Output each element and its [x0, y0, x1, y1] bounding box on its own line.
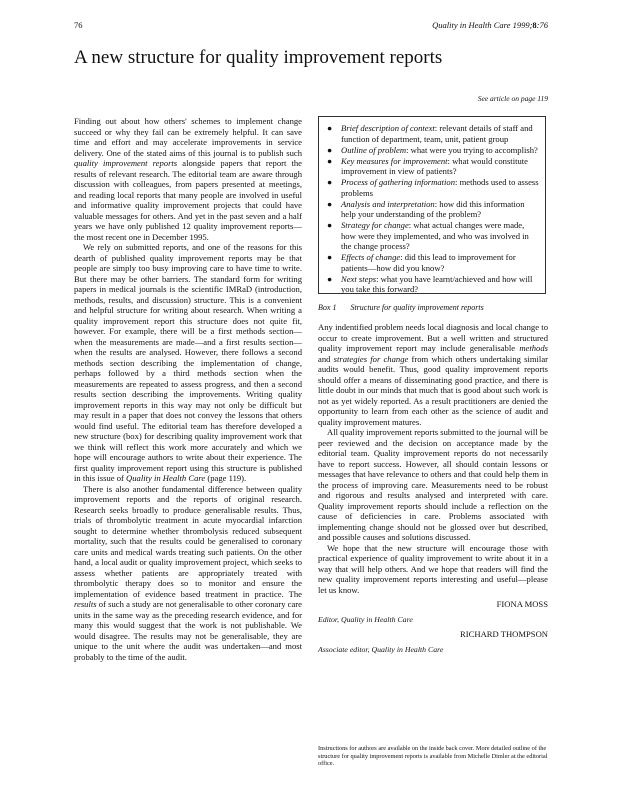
box-caption-label: Box 1	[318, 303, 337, 312]
author-role: Associate editor, Quality in Health Care	[318, 644, 444, 654]
list-item: ● Analysis and interpretation: how did this information help your understanding of the problem?	[327, 198, 525, 219]
paragraph: We hope that the new structure will encourage those with practical experience of quality improvement to write about it in a way that will help others. And we hope that readers will find the new quality improvement reports interesting and useful—please let us know.	[318, 542, 548, 595]
author-name: RICHARD THOMPSON	[460, 629, 548, 639]
list-item: ● Process of gathering information: methods used to assess problems	[327, 177, 539, 198]
list-item: ● Next steps: what you have learnt/achieved and how will you take this forward?	[327, 273, 533, 294]
bullet-icon: ●	[327, 220, 333, 230]
see-article-note: See article on page 119	[477, 94, 548, 103]
paragraph: All quality improvement reports submitted to the journal will be peer reviewed and the decision on acceptance made by the editorial team. Quality improvement reports do not necessarily have to report success. However, all should contain lessons or messages that have relevance to others and that could help them in the process of improving care. Measurements need to be robust and rigorous and results analysed and interpreted with care. Quality improvement reports should include a reflection on the cause of deficiencies in care. Problems associated with implementing change should not be glossed over but described, and possible causes and solutions discussed.	[318, 427, 548, 542]
bullet-icon: ●	[327, 198, 333, 209]
bullet-icon: ●	[327, 144, 333, 155]
list-item: ● Brief description of context: relevant details of staff and function of department, team, unit, patient group	[327, 123, 533, 144]
box-caption	[318, 303, 498, 312]
bullet-icon: ●	[327, 273, 333, 284]
journal-year: 1999;	[512, 20, 533, 30]
bullet-icon: ●	[327, 177, 333, 187]
structure-box	[318, 116, 546, 294]
journal-volume: 8	[532, 20, 537, 30]
running-header	[432, 20, 548, 30]
paragraph: We rely on submitted reports, and one of the reasons for this dearth of published quality improvement reports may be that people are simply too busy improving care to have time to write. But there may be other barriers. The standard form for writing papers in medical journals is the scientific IMRaD (introduction, methods, results, and discussion) structure. This is a convenient and helpful structure for writing about research. When writing a quality improvement report this structure does not quite fit, however. For example, there will be a first methods section—when the measurements are made—and a first results section—when the results are analysed. However, there follows a second methods section describing the implementation of change, perhaps followed by a third methods section when the measurements are repeated to assess progress, and then a second results section describing the improvements. Writing quality improvement reports in this way may not only be difficult but may result in a paper that does not convey the lessons that others would find useful. The editorial team has therefore developed a new structure (box) for describing quality improvement work that we think will reflect this work more accurately and which we hope will encourage authors to write about their experience. The first quality improvement report using this structure is published in this issue of Quality in Health Care (page 119).	[74, 242, 302, 483]
article-title: A new structure for quality improvement reports	[74, 47, 443, 68]
list-item: ● Key measures for improvement: what would constitute improvement in view of patients?	[327, 155, 528, 176]
list-item: ● Effects of change: did this lead to improvement for patients—how did you know?	[327, 252, 516, 273]
bullet-icon: ●	[327, 252, 333, 262]
paragraph: Any indentified problem needs local diagnosis and local change to occur to create improvement. But a well written and structured quality improvement report may include generalisable methods and strategies for change from which others undertaking similar audits would benefit. Thus, good quality improvement reports should offer a means of disseminating good practice, and there is little doubt in our minds that much that is good about such work is not as yet widely reported. As a result practitioners are denied the opportunity to learn from each other as the science of audit and quality improvement matures.	[318, 322, 548, 427]
structure-list	[325, 123, 539, 295]
journal-page: :76	[536, 20, 548, 30]
list-item: ● Outline of problem: what were you trying to accomplish?	[327, 144, 538, 155]
right-column	[318, 322, 548, 655]
paragraph: There is also another fundamental difference between quality improvement reports and the reports of original research. Research seeks broadly to produce generalisable results. Thus, trials of thrombolytic treatment in acute myocardial infarction sought to determine whether thrombolysis reduced subsequent mortality, such that the results could be generalised to coronary care units and medical wards treating such patients. On the other hand, a local audit or quality improvement project, which seeks to assess whether patients are appropriately treated with thrombolytic therapy does so to monitor and ensure the implementation of evidence based treatment in practice. The results of such a study are not generalisable to other coronary care units in the same way as the preceding research evidence, and for many this would suggest that the work is not publishable. We would disagree. The results may not be generalisable, they are unique to the unit where the audit was undertaken—and most probably to the time of the audit.	[74, 483, 302, 662]
box-caption-text: Structure for quality improvement reports	[350, 303, 484, 312]
author-name: FIONA MOSS	[496, 599, 548, 609]
paragraph: Finding out about how others' schemes to implement change succeed or why they fail can be extremely helpful. It can save time and effort and may accelerate improvements in service delivery. One of the stated aims of this journal is to publish such quality improvement reports alongside papers that report the results of relevant research. The editorial team are aware through discussion with colleagues, from papers presented at meetings, and reading local reports that many people are involved in useful and informative quality improvement projects that could have valuable messages for others. And yet in the past seven and a half years we have only published 12 quality improvement reports—the most recent one in December 1995.	[74, 116, 302, 242]
page-number: 76	[74, 20, 83, 30]
left-column	[74, 116, 302, 662]
list-item: ● Strategy for change: what actual changes were made, how were they implemented, and who was involved in the change process?	[327, 220, 529, 251]
journal-name: Quality in Health Care	[432, 20, 511, 30]
author-role: Editor, Quality in Health Care	[318, 614, 413, 624]
bullet-icon: ●	[327, 155, 333, 166]
bullet-icon: ●	[327, 123, 333, 133]
footnote: Instructions for authors are available on the inside back cover. More detailed outline of the structure for quality improvement reports is available from Michelle Dimler at the editorial office.	[318, 745, 548, 767]
